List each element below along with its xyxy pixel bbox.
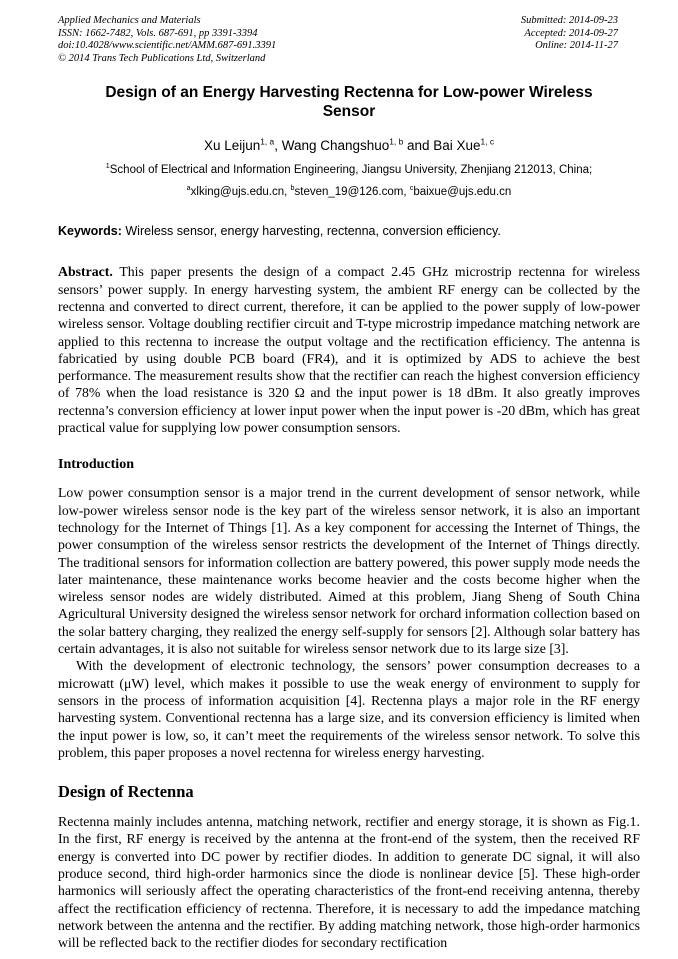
author-name: , Wang Changshuo [274,138,390,154]
email-address: steven_19@126.com [294,186,404,199]
journal-header-left [58,15,276,65]
accepted-date: Accepted: 2014-09-27 [524,27,618,39]
email-address: baixue@ujs.edu.cn [413,186,512,199]
abstract-text: This paper presents the design of a compact 2.45 GHz microstrip rectenna for wireless sensors’ power supply. In energy harvesting system, the ambient RF energy can be collected by the rectenna and converted to direct current, therefore, it can be applied to the power supply of low-power wireless sensor. Voltage doubling rectifier circuit and T-type microstrip impedance matching network are applied to this rectenna to increase the output voltage and the rectification efficiency. The antenna is fabricatied by using double PCB board (FR4), and it is optimized by ADS to achieve the best performance. The measurement results show that the rectifier can reach the highest conversion efficiency of 78% when the load resistance is 320 Ω and the input power is 18 dBm. It also greatly improves rectenna’s conversion efficiency at lower input power when the input power is -20 dBm, which has great practical value for supplying low power consumption sensors. [58,264,640,436]
paper-title: Design of an Energy Harvesting Rectenna for Low-power Wireless Sensor [105,84,593,121]
email-superscript: a [186,184,191,193]
authors-line [58,138,640,154]
author-superscript: 1, b [389,136,404,147]
abstract-paragraph [58,263,640,436]
doi-line: doi:10.4028/www.scientific.net/AMM.687-691.3391 [58,40,277,52]
introduction-paragraph-2: With the development of electronic technology, the sensors’ power consumption decreases to a microwatt (μW) level, which makes it possible to use the weak energy of environment to supply for sensors in the process of information acquisition [4]. Rectenna plays a major role in the RF energy harvesting system. Conventional rectenna has a large size, and its conversion efficiency is limited when the input power is low, so, it can’t meet the requirements of the wireless sensor network. To solve this problem, this paper proposes a novel rectenna for wireless energy harvesting. [58,658,640,760]
issn-volume-line: ISSN: 1662-7482, Vols. 687-691, pp 3391-3394 [58,27,258,39]
affiliation-superscript: 1 [105,162,110,171]
section-heading-design-of-rectenna: Design of Rectenna [58,782,194,802]
author-name: Xu Leijun [203,138,261,154]
email-separator: , [403,186,410,199]
abstract-label: Abstract. [58,264,113,280]
keywords-text: Wireless sensor, energy harvesting, rectenna, conversion efficiency. [121,224,501,239]
emails-line [58,185,640,199]
keywords-line [58,224,640,239]
online-date: Online: 2014-11-27 [535,40,618,52]
email-superscript: c [409,184,414,193]
email-superscript: b [290,184,295,193]
affiliation-line [58,163,640,177]
author-superscript: 1, c [480,136,495,147]
affiliation-text: School of Electrical and Information Engineering, Jiangsu University, Zhenjiang 212013, China; [109,164,593,177]
journal-title: Applied Mechanics and Materials [58,15,201,26]
copyright-line: © 2014 Trans Tech Publications Ltd, Switzerland [58,52,266,64]
email-separator: , [284,186,291,199]
email-address: xlking@ujs.edu.cn [190,186,285,199]
journal-header [58,15,640,65]
author-name: and Bai Xue [403,138,481,154]
introduction-paragraph-1: Low power consumption sensor is a major trend in the current development of sensor network, while low-power wireless sensor node is the key part of the wireless sensor network, it is also an important technology for the Internet of Things [1]. As a key component for accessing the Internet of Things, the power consumption of the wireless sensor restricts the development of the Internet of Things directly. The traditional sensors for information collection are battery powered, this power supply mode needs the later maintenance, these maintenance works become heavier and the costs become higher when the wireless sensor nodes are widely distributed. Aimed at this problem, Jiang Sheng of South China Agricultural University designed the wireless sensor network for orchard information collection based on the solar battery charging, they realized the energy self-supply for sensors [2]. Although solar battery has certain advantages, it is also not suitable for wireless sensor network due to its large size [3]. [58,485,640,657]
design-paragraph-1: Rectenna mainly includes antenna, matching network, rectifier and energy storage, it is shown as Fig.1. In the first, RF energy is received by the antenna at the front-end of the system, then the received RF energy is converted into DC power by rectifier diodes. In addition to generate DC signal, it will also produce second, third high-order harmonics since the diode is nonlinear device [5]. These high-order harmonics will seriously affect the operating characteristics of the front-end receiving antenna, thereby affect the rectification efficiency of rectenna. Therefore, it is necessary to add the impedance matching network between the antenna and the rectifier. By adding matching network, those high-order harmonics will be reflected back to the rectifier diodes for secondary rectification [58,814,640,951]
keywords-label: Keywords: [58,224,122,239]
author-superscript: 1, a [260,136,275,147]
section-heading-introduction: Introduction [58,457,134,473]
journal-header-right [521,15,640,65]
submitted-date: Submitted: 2014-09-23 [520,15,618,26]
